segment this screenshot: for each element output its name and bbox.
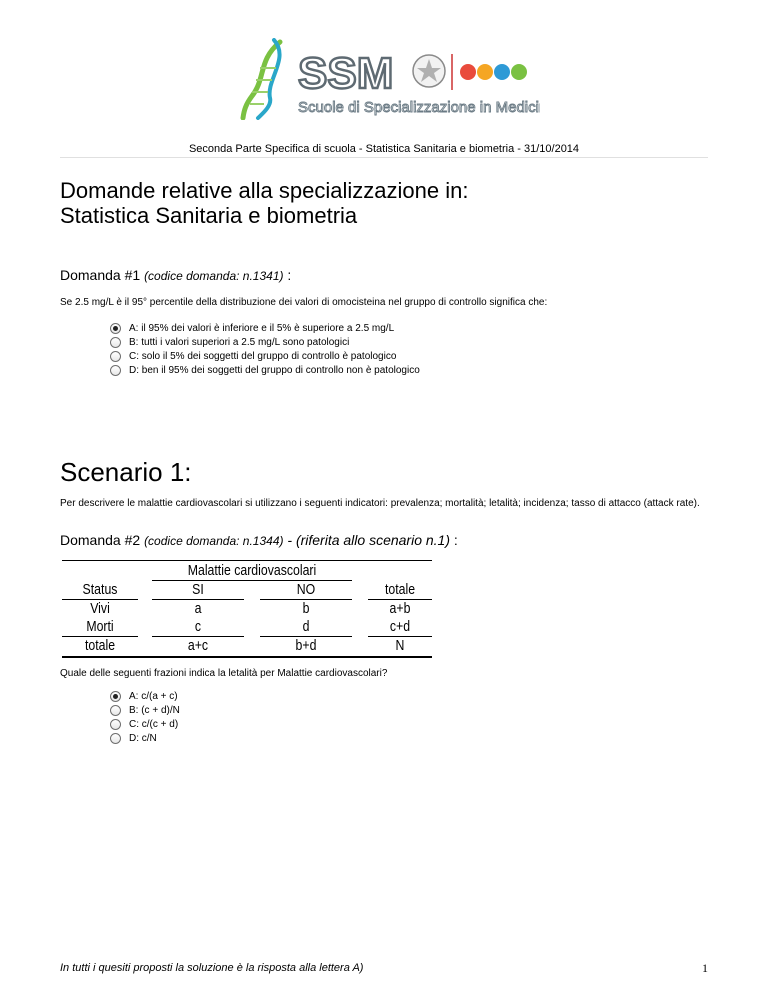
option-label: B: (c + d)/N bbox=[129, 704, 180, 716]
table-cell: b bbox=[302, 600, 310, 617]
table-cell: c+d bbox=[389, 618, 411, 635]
option-d[interactable] bbox=[110, 731, 180, 745]
option-label: B: tutti i valori superiori a 2.5 mg/L sono patologici bbox=[129, 336, 350, 348]
question-label: Domanda #2 bbox=[60, 532, 141, 548]
page-title bbox=[60, 178, 468, 228]
question-2-options bbox=[110, 689, 180, 745]
question-label: Domanda #1 bbox=[60, 267, 141, 283]
table-cell: c bbox=[194, 618, 202, 635]
table-cell: totale bbox=[84, 637, 116, 654]
question-suffix: : bbox=[283, 267, 292, 283]
table-cell: a+c bbox=[187, 637, 209, 654]
option-label: A: il 95% dei valori è inferiore e il 5% è superiore a 2.5 mg/L bbox=[129, 322, 395, 334]
option-a[interactable] bbox=[110, 689, 180, 703]
question-1-text: Se 2.5 mg/L è il 95° percentile della distribuzione dei valori di omocisteina nel gruppo di controllo significa che: bbox=[60, 297, 548, 308]
scenario-text: Per descrivere le malattie cardiovascolari si utilizzano i seguenti indicatori: prevalenza; mortalità; letalità; incidenza; tasso di attacco (attack rate). bbox=[60, 498, 700, 509]
miur-dot-icon bbox=[460, 64, 476, 80]
option-d[interactable] bbox=[110, 363, 420, 377]
question-2-text: Quale delle seguenti frazioni indica la letalità per Malattie cardiovascolari? bbox=[60, 668, 388, 679]
radio-icon[interactable] bbox=[110, 365, 121, 376]
option-c[interactable] bbox=[110, 349, 420, 363]
table-cell: Vivi bbox=[90, 600, 110, 617]
radio-selected-icon[interactable] bbox=[110, 691, 121, 702]
option-a[interactable] bbox=[110, 321, 420, 335]
contingency-table bbox=[62, 560, 432, 660]
radio-icon[interactable] bbox=[110, 733, 121, 744]
table-group-header: Malattie cardiovascolari bbox=[187, 562, 317, 579]
question-1-title bbox=[60, 267, 291, 283]
question-code: (codice domanda: n.1341) bbox=[144, 269, 284, 283]
table-cell: d bbox=[302, 618, 310, 635]
radio-selected-icon[interactable] bbox=[110, 323, 121, 334]
option-label: A: c/(a + c) bbox=[129, 690, 178, 702]
document-header: Seconda Parte Specifica di scuola - Statistica Sanitaria e biometria - 31/10/2014 bbox=[188, 143, 580, 155]
radio-icon[interactable] bbox=[110, 705, 121, 716]
table-cell: a+b bbox=[389, 600, 411, 617]
question-reference: - (riferita allo scenario n.1) bbox=[283, 532, 451, 548]
table-cell: a bbox=[194, 600, 202, 617]
question-2-title bbox=[60, 532, 458, 548]
page-number: 1 bbox=[702, 961, 708, 975]
table-cell: Morti bbox=[86, 618, 114, 635]
question-1-options bbox=[110, 321, 420, 377]
option-label: C: c/(c + d) bbox=[129, 718, 179, 730]
title-line-2: Statistica Sanitaria e biometria bbox=[60, 203, 358, 228]
footer-note: In tutti i quesiti proposti la soluzione è la risposta alla lettera A) bbox=[60, 962, 364, 974]
radio-icon[interactable] bbox=[110, 337, 121, 348]
header-divider bbox=[60, 157, 708, 158]
table-header-status: Status bbox=[82, 581, 118, 598]
table-header-si: SI bbox=[192, 581, 204, 598]
radio-icon[interactable] bbox=[110, 351, 121, 362]
radio-icon[interactable] bbox=[110, 719, 121, 730]
ssm-logo bbox=[240, 38, 540, 120]
logo-subtitle: Scuole di Specializzazione in Medicina bbox=[298, 99, 540, 116]
table-cell: N bbox=[395, 637, 405, 654]
option-label: C: solo il 5% dei soggetti del gruppo di controllo è patologico bbox=[129, 350, 397, 362]
option-b[interactable] bbox=[110, 335, 420, 349]
option-c[interactable] bbox=[110, 717, 180, 731]
dna-helix-icon bbox=[240, 38, 540, 120]
option-label: D: ben il 95% dei soggetti del gruppo di controllo non è patologico bbox=[129, 364, 420, 376]
question-code: (codice domanda: n.1344) bbox=[144, 534, 284, 548]
table-cell: b+d bbox=[295, 637, 317, 654]
option-label: D: c/N bbox=[129, 732, 157, 744]
logo-text: SSM bbox=[298, 49, 394, 98]
option-b[interactable] bbox=[110, 703, 180, 717]
table-header-totale: totale bbox=[384, 581, 416, 598]
question-suffix: : bbox=[450, 532, 458, 548]
table-header-no: NO bbox=[296, 581, 316, 598]
scenario-title: Scenario 1: bbox=[60, 457, 192, 487]
title-line-1: Domande relative alla specializzazione in: bbox=[60, 178, 469, 203]
